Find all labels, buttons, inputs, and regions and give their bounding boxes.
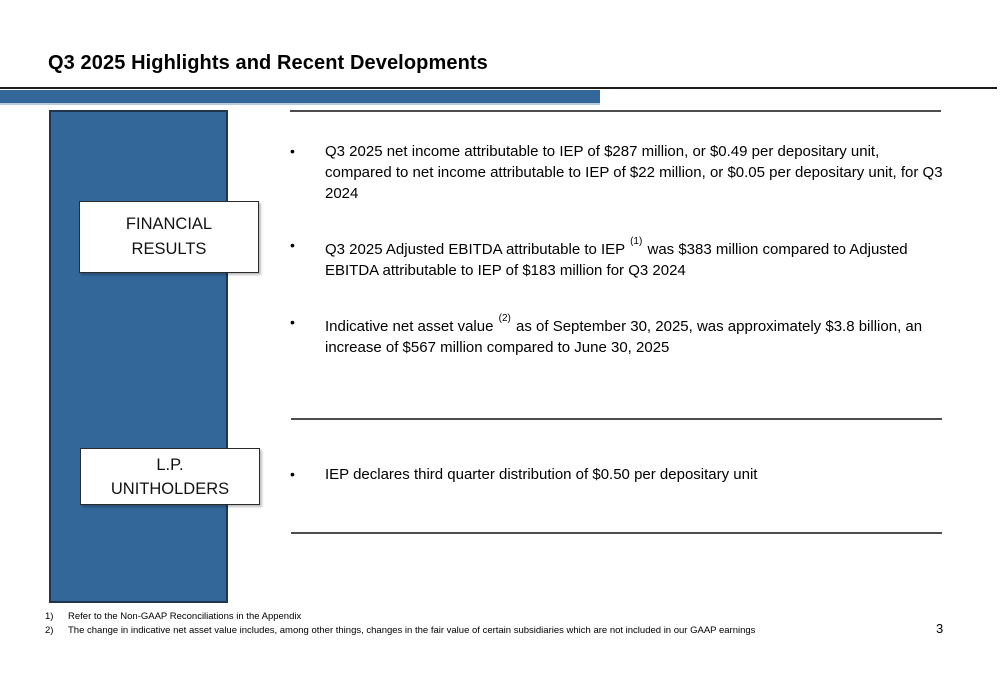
section-label-line: FINANCIAL <box>125 215 213 233</box>
divider-middle <box>291 418 942 420</box>
footnote-text: Refer to the Non-GAAP Reconciliations in the Appendix <box>68 611 302 622</box>
bullet-text: Q3 2025 Adjusted EBITDA attributable to IEP $^{(1)}$ was $383 million compared to Adjusted EBITDA attributable to IEP of $183 million for Q3 2024 <box>325 236 908 279</box>
bullet-item <box>283 235 948 281</box>
divider-bottom <box>291 532 942 534</box>
bullet-item <box>283 464 948 485</box>
bullet-text: Indicative net asset value $^{(2)}$ as of September 30, 2025, was approximately $3.8 billion, an increase of $567 million compared to June 30, 2025 <box>325 313 923 356</box>
bullet-dot: • <box>290 466 295 482</box>
section-label-line: UNITHOLDERS <box>110 479 230 498</box>
footnote-number: 1) <box>45 611 54 622</box>
bullet-dot: • <box>290 143 295 159</box>
bullet-list-financial-results <box>283 141 948 358</box>
section-label-line: RESULTS <box>131 240 207 258</box>
footnote-number: 2) <box>45 625 54 636</box>
bullet-dot: • <box>290 237 295 253</box>
footnote-text: The change in indicative net asset value includes, among other things, changes in the fair value of certain subsidiaries which are not included in our GAAP earnings <box>68 625 756 636</box>
section-label-lp-unitholders <box>80 448 260 505</box>
footnote-item <box>45 610 945 624</box>
bullet-text: Q3 2025 net income attributable to IEP of $287 million, or $0.49 per depositary unit, compared to net income attributable to IEP of $22 million, or $0.05 per depositary unit, for Q3 2024 <box>325 143 943 202</box>
page-title: Q3 2025 Highlights and Recent Developments <box>48 52 488 74</box>
accent-bar <box>0 90 600 105</box>
footnote-item <box>45 624 945 638</box>
title-rule <box>0 87 997 89</box>
bullet-dot: • <box>290 314 295 330</box>
page-number: 3 <box>936 621 944 636</box>
section-sidebar-rect <box>49 110 228 603</box>
bullet-text: IEP declares third quarter distribution of $0.50 per depositary unit <box>325 466 758 483</box>
footnotes <box>45 610 945 638</box>
bullet-list-lp-unitholders <box>283 464 948 485</box>
divider-top <box>290 110 941 112</box>
section-label-line: L.P. <box>156 455 184 474</box>
bullet-item <box>283 312 948 358</box>
section-label-financial-results <box>79 201 259 273</box>
bullet-item <box>283 141 948 204</box>
